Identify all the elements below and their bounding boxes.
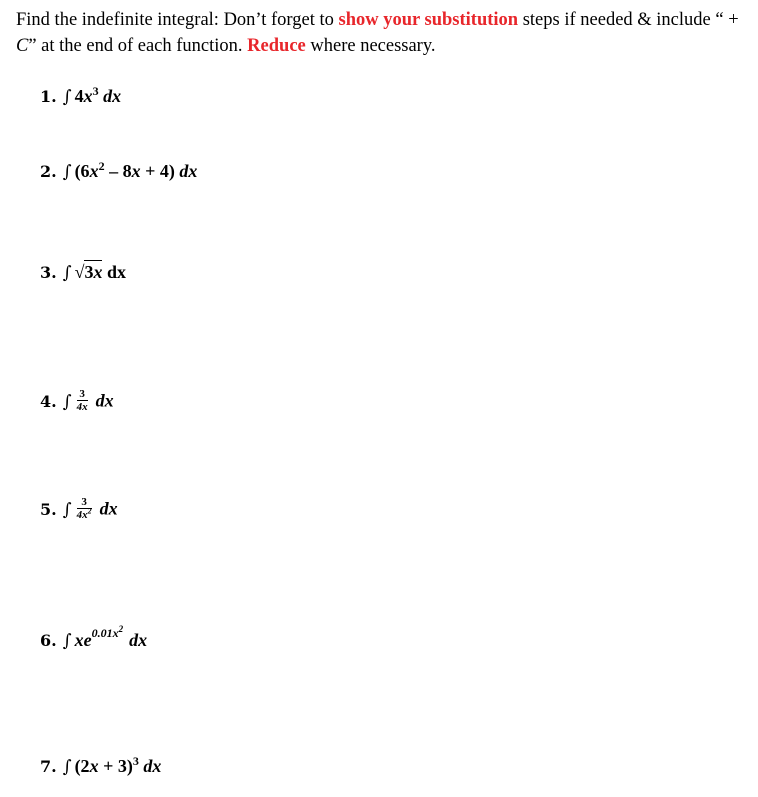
differential: dx [179, 161, 198, 181]
differential: dx [98, 86, 122, 106]
problem-number: 2. [40, 162, 57, 181]
integral-sign: ∫ [62, 87, 72, 107]
differential: dx [99, 498, 118, 519]
variable: x [131, 161, 141, 181]
problem-number: 6. [40, 631, 57, 650]
instructions-text: where necessary. [305, 36, 436, 56]
problem-1 [40, 86, 121, 107]
exponent: 3 [132, 754, 139, 768]
problem-5 [40, 498, 118, 523]
variable: x [89, 161, 99, 181]
sqrt-symbol: √ [74, 262, 85, 282]
problem-number: 4. [40, 391, 57, 411]
problem-number: 5. [40, 499, 57, 519]
integral-sign: ∫ [62, 263, 72, 283]
constant-c: C [16, 36, 29, 56]
term: – 8 [104, 161, 132, 181]
problem-4 [40, 390, 114, 415]
problem-number: 7. [40, 757, 57, 776]
variable: x [83, 86, 93, 106]
highlight-show-substitution: show your substitution [338, 10, 519, 30]
coefficient: 4 [74, 86, 84, 106]
differential: dx [138, 756, 162, 776]
exponent: 3 [92, 84, 99, 98]
integral-sign: ∫ [62, 162, 72, 182]
highlight-reduce: Reduce [247, 36, 306, 56]
integral-sign: ∫ [62, 631, 72, 651]
denominator [76, 506, 92, 521]
fraction [77, 388, 88, 413]
problem-number: 1. [40, 87, 57, 106]
problem-7 [40, 756, 161, 777]
instructions-text: steps if needed & include “ + [518, 10, 739, 30]
problem-number: 3. [40, 263, 57, 282]
exponent: 2 [98, 159, 105, 173]
problem-6 [40, 624, 148, 651]
instructions-text: Find the indefinite integral: Don’t forget to [16, 10, 339, 30]
variable: x [89, 756, 99, 776]
term: + 3) [98, 756, 133, 776]
base: xe [74, 630, 92, 650]
differential: dx [129, 630, 148, 650]
integral-sign: ∫ [62, 757, 72, 777]
term: (2 [74, 756, 90, 776]
variable: x [93, 262, 103, 282]
numerator: 3 [77, 388, 88, 401]
exponent-power: 2 [118, 624, 124, 634]
term: (6 [74, 161, 90, 181]
denominator: 4x [76, 401, 88, 413]
differential: dx [102, 262, 126, 282]
coefficient: 3 [84, 262, 94, 282]
term: + 4) [140, 161, 180, 181]
radicand [84, 260, 102, 282]
denominator-base: 4x [76, 509, 88, 521]
problem-2 [40, 161, 197, 182]
fraction [77, 496, 92, 521]
integral-sign: ∫ [62, 499, 72, 520]
instructions-text: ” at the end of each function. [28, 36, 248, 56]
numerator: 3 [77, 496, 92, 509]
problem-3 [40, 262, 126, 283]
exponent: 2 [87, 506, 92, 516]
exponent [92, 626, 124, 640]
instructions [16, 7, 751, 59]
integral-sign: ∫ [62, 391, 72, 412]
differential: dx [95, 390, 114, 411]
exponent-term: 0.01x [91, 626, 119, 640]
